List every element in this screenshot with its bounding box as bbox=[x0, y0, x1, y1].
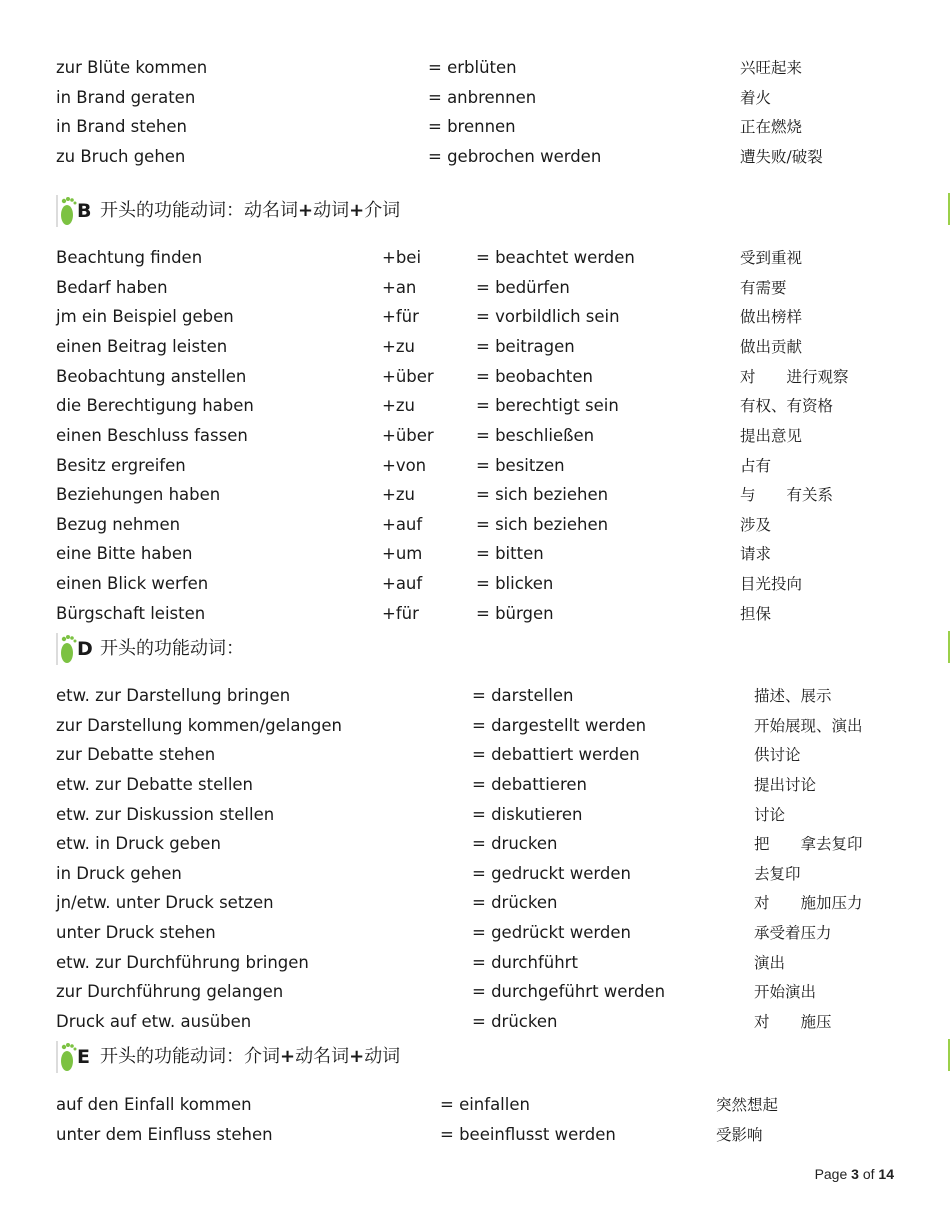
verb: = drücken bbox=[472, 893, 558, 912]
list-item bbox=[0, 833, 950, 855]
list-item bbox=[0, 336, 950, 358]
verb: = beobachten bbox=[476, 367, 593, 386]
section-title: 开头的功能动词：介词+动名词+动词 bbox=[100, 1046, 401, 1067]
meaning: 去复印 bbox=[754, 865, 801, 883]
preposition: +über bbox=[382, 426, 434, 445]
phrase: etw. zur Diskussion stellen bbox=[56, 805, 275, 824]
list-item bbox=[0, 981, 950, 1003]
list-item bbox=[0, 922, 950, 944]
meaning: 演出 bbox=[754, 954, 786, 972]
phrase: zur Durchführung gelangen bbox=[56, 982, 284, 1001]
phrase: einen Blick werfen bbox=[56, 574, 209, 593]
meaning: 请求 bbox=[740, 545, 772, 563]
phrase: in Brand stehen bbox=[56, 117, 187, 136]
verb: = drucken bbox=[472, 834, 558, 853]
meaning: 做出贡献 bbox=[740, 338, 803, 356]
list-item bbox=[0, 603, 950, 625]
phrase: Bürgschaft leisten bbox=[56, 604, 206, 623]
preposition: +zu bbox=[382, 337, 415, 356]
footprint-icon bbox=[56, 1040, 78, 1074]
meaning: 涉及 bbox=[740, 516, 772, 534]
meaning: 目光投向 bbox=[740, 575, 803, 593]
meaning: 描述、展示 bbox=[754, 687, 832, 705]
list-item bbox=[0, 484, 950, 506]
meaning: 遭失败/破裂 bbox=[740, 148, 823, 166]
verb: = darstellen bbox=[472, 686, 574, 705]
meaning: 受影响 bbox=[716, 1126, 763, 1144]
verb: = bitten bbox=[476, 544, 544, 563]
meaning: 开始演出 bbox=[754, 983, 817, 1001]
verb: = gedruckt werden bbox=[472, 864, 631, 883]
section-title: 开头的功能动词： bbox=[100, 638, 244, 659]
list-item bbox=[0, 1011, 950, 1033]
phrase: zu Bruch gehen bbox=[56, 147, 186, 166]
section-title: 开头的功能动词：动名词+动词+介词 bbox=[100, 200, 401, 221]
verb: = sich beziehen bbox=[476, 515, 609, 534]
list-item bbox=[0, 87, 950, 109]
meaning: 对 施加压力 bbox=[754, 894, 863, 912]
list-item bbox=[0, 1094, 950, 1116]
meaning: 提出讨论 bbox=[754, 776, 817, 794]
phrase: Bedarf haben bbox=[56, 278, 168, 297]
verb: = gedrückt werden bbox=[472, 923, 631, 942]
list-item bbox=[0, 892, 950, 914]
phrase: zur Blüte kommen bbox=[56, 58, 208, 77]
list-item bbox=[0, 116, 950, 138]
phrase: in Druck gehen bbox=[56, 864, 182, 883]
meaning: 与 有关系 bbox=[740, 486, 834, 504]
verb: = debattiert werden bbox=[472, 745, 640, 764]
phrase: etw. zur Durchführung bringen bbox=[56, 953, 309, 972]
verb: = brennen bbox=[428, 117, 516, 136]
meaning: 受到重视 bbox=[740, 249, 803, 267]
footprint-icon bbox=[56, 194, 78, 228]
meaning: 正在燃烧 bbox=[740, 118, 803, 136]
meaning: 讨论 bbox=[754, 806, 786, 824]
verb: = blicken bbox=[476, 574, 554, 593]
verb: = dargestellt werden bbox=[472, 716, 647, 735]
verb: = anbrennen bbox=[428, 88, 537, 107]
verb: = durchführt bbox=[472, 953, 578, 972]
verb: = gebrochen werden bbox=[428, 147, 602, 166]
verb: = einfallen bbox=[440, 1095, 530, 1114]
verb: = beitragen bbox=[476, 337, 575, 356]
meaning: 提出意见 bbox=[740, 427, 803, 445]
meaning: 对 进行观察 bbox=[740, 368, 849, 386]
meaning: 担保 bbox=[740, 605, 772, 623]
list-item bbox=[0, 57, 950, 79]
list-item bbox=[0, 146, 950, 168]
list-item bbox=[0, 952, 950, 974]
list-item bbox=[0, 774, 950, 796]
preposition: +auf bbox=[382, 515, 423, 534]
section-letter: E bbox=[77, 1046, 90, 1068]
verb: = vorbildlich sein bbox=[476, 307, 620, 326]
preposition: +an bbox=[382, 278, 417, 297]
phrase: Bezug nehmen bbox=[56, 515, 181, 534]
preposition: +von bbox=[382, 456, 427, 475]
phrase: jn/etw. unter Druck setzen bbox=[56, 893, 274, 912]
meaning: 有需要 bbox=[740, 279, 787, 297]
phrase: Druck auf etw. ausüben bbox=[56, 1012, 252, 1031]
meaning: 开始展现、演出 bbox=[754, 717, 863, 735]
phrase: etw. zur Darstellung bringen bbox=[56, 686, 291, 705]
meaning: 对 施压 bbox=[754, 1013, 832, 1031]
verb: = beachtet werden bbox=[476, 248, 635, 267]
list-item bbox=[0, 455, 950, 477]
list-item bbox=[0, 1124, 950, 1146]
section-letter: B bbox=[77, 200, 92, 222]
meaning: 承受着压力 bbox=[754, 924, 832, 942]
phrase: einen Beitrag leisten bbox=[56, 337, 228, 356]
preposition: +zu bbox=[382, 396, 415, 415]
list-item bbox=[0, 685, 950, 707]
meaning: 着火 bbox=[740, 89, 772, 107]
list-item bbox=[0, 306, 950, 328]
verb: = sich beziehen bbox=[476, 485, 609, 504]
preposition: +auf bbox=[382, 574, 423, 593]
page-number: Page 3 of 14 bbox=[814, 1166, 894, 1182]
preposition: +zu bbox=[382, 485, 415, 504]
phrase: Beobachtung anstellen bbox=[56, 367, 247, 386]
list-item bbox=[0, 744, 950, 766]
phrase: jm ein Beispiel geben bbox=[56, 307, 234, 326]
verb: = besitzen bbox=[476, 456, 565, 475]
phrase: unter Druck stehen bbox=[56, 923, 216, 942]
verb: = debattieren bbox=[472, 775, 587, 794]
phrase: in Brand geraten bbox=[56, 88, 196, 107]
phrase: Beachtung finden bbox=[56, 248, 203, 267]
phrase: etw. zur Debatte stellen bbox=[56, 775, 254, 794]
phrase: zur Darstellung kommen/gelangen bbox=[56, 716, 343, 735]
meaning: 把 拿去复印 bbox=[754, 835, 863, 853]
preposition: +über bbox=[382, 367, 434, 386]
phrase: zur Debatte stehen bbox=[56, 745, 216, 764]
phrase: Beziehungen haben bbox=[56, 485, 221, 504]
phrase: die Berechtigung haben bbox=[56, 396, 254, 415]
preposition: +für bbox=[382, 604, 419, 623]
list-item bbox=[0, 514, 950, 536]
verb: = berechtigt sein bbox=[476, 396, 619, 415]
footprint-icon bbox=[56, 632, 78, 666]
verb: = drücken bbox=[472, 1012, 558, 1031]
meaning: 兴旺起来 bbox=[740, 59, 803, 77]
meaning: 突然想起 bbox=[716, 1096, 779, 1114]
verb: = durchgeführt werden bbox=[472, 982, 666, 1001]
section-letter: D bbox=[77, 638, 93, 660]
list-item bbox=[0, 804, 950, 826]
phrase: einen Beschluss fassen bbox=[56, 426, 248, 445]
phrase: auf den Einfall kommen bbox=[56, 1095, 252, 1114]
list-item bbox=[0, 366, 950, 388]
verb: = bürgen bbox=[476, 604, 554, 623]
list-item bbox=[0, 573, 950, 595]
meaning: 有权、有资格 bbox=[740, 397, 834, 415]
list-item bbox=[0, 715, 950, 737]
list-item bbox=[0, 395, 950, 417]
phrase: eine Bitte haben bbox=[56, 544, 193, 563]
list-item bbox=[0, 247, 950, 269]
verb: = beschließen bbox=[476, 426, 595, 445]
list-item bbox=[0, 277, 950, 299]
phrase: etw. in Druck geben bbox=[56, 834, 221, 853]
list-item bbox=[0, 863, 950, 885]
verb: = bedürfen bbox=[476, 278, 570, 297]
meaning: 做出榜样 bbox=[740, 308, 803, 326]
phrase: unter dem Einfluss stehen bbox=[56, 1125, 273, 1144]
preposition: +für bbox=[382, 307, 419, 326]
verb: = erblüten bbox=[428, 58, 517, 77]
phrase: Besitz ergreifen bbox=[56, 456, 186, 475]
list-item bbox=[0, 425, 950, 447]
meaning: 供讨论 bbox=[754, 746, 801, 764]
list-item bbox=[0, 543, 950, 565]
verb: = diskutieren bbox=[472, 805, 583, 824]
preposition: +bei bbox=[382, 248, 422, 267]
meaning: 占有 bbox=[740, 457, 772, 475]
verb: = beeinflusst werden bbox=[440, 1125, 616, 1144]
preposition: +um bbox=[382, 544, 423, 563]
